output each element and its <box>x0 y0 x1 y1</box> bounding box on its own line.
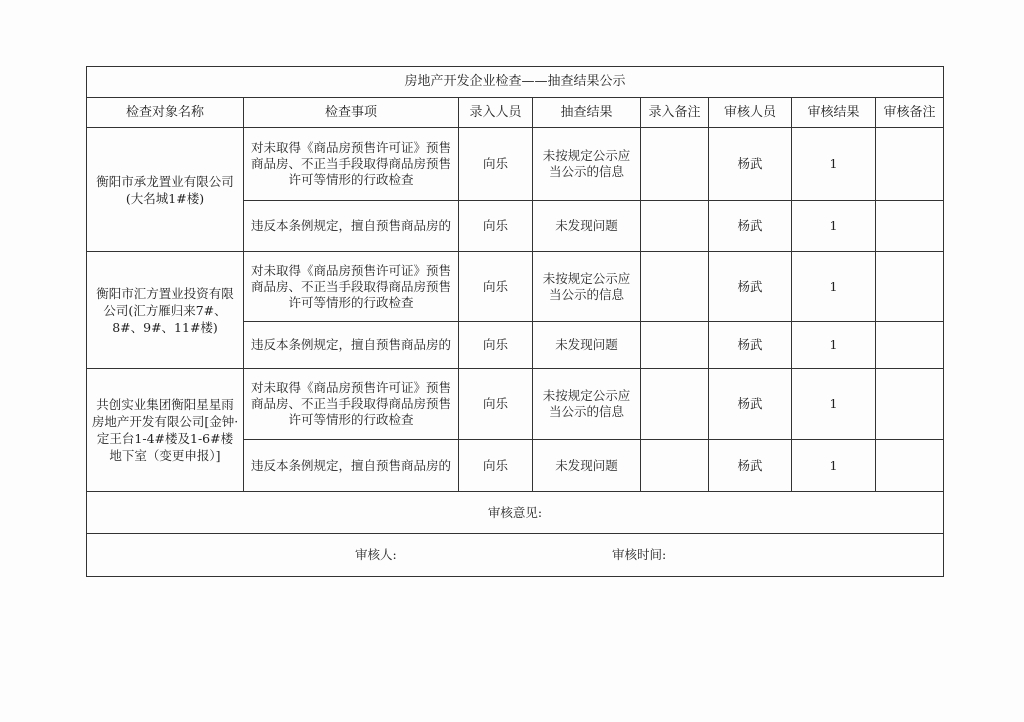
review-note-cell <box>876 322 944 369</box>
result-cell: 未发现问题 <box>533 322 641 369</box>
reviewer-cell: 杨武 <box>709 252 792 322</box>
check-item: 对未取得《商品房预售许可证》预售商品房、不正当手段取得商品房预售许可等情形的行政检查 <box>244 252 459 322</box>
review-note-cell <box>876 369 944 440</box>
recorder-cell: 向乐 <box>459 440 533 492</box>
reviewer-cell: 杨武 <box>709 201 792 252</box>
reviewer-cell: 杨武 <box>709 128 792 201</box>
review-result-cell: 1 <box>792 440 876 492</box>
header-entry-note: 录入备注 <box>641 98 709 128</box>
inspection-result-table <box>86 66 944 577</box>
recorder-cell: 向乐 <box>459 369 533 440</box>
table-row <box>87 369 944 440</box>
review-note-cell <box>876 201 944 252</box>
company-name: 衡阳市承龙置业有限公司(大名城1#楼) <box>87 128 244 252</box>
recorder-cell: 向乐 <box>459 128 533 201</box>
check-item: 违反本条例规定，擅自预售商品房的 <box>244 201 459 252</box>
check-item: 对未取得《商品房预售许可证》预售商品房、不正当手段取得商品房预售许可等情形的行政检查 <box>244 369 459 440</box>
header-reviewer: 审核人员 <box>709 98 792 128</box>
opinion-row <box>87 492 944 534</box>
reviewer-cell: 杨武 <box>709 440 792 492</box>
reviewer-cell: 杨武 <box>709 322 792 369</box>
header-review-note: 审核备注 <box>876 98 944 128</box>
header-recorder: 录入人员 <box>459 98 533 128</box>
result-cell: 未按规定公示应当公示的信息 <box>533 128 641 201</box>
header-item: 检查事项 <box>244 98 459 128</box>
review-result-cell: 1 <box>792 322 876 369</box>
recorder-cell: 向乐 <box>459 201 533 252</box>
header-target: 检查对象名称 <box>87 98 244 128</box>
check-item: 违反本条例规定，擅自预售商品房的 <box>244 440 459 492</box>
table-row <box>87 252 944 322</box>
table-row <box>87 128 944 201</box>
signature-row <box>87 534 944 577</box>
signature-area <box>87 534 943 576</box>
entry-note-cell <box>641 201 709 252</box>
review-result-cell: 1 <box>792 369 876 440</box>
check-item: 违反本条例规定，擅自预售商品房的 <box>244 322 459 369</box>
review-note-cell <box>876 440 944 492</box>
header-review-result: 审核结果 <box>792 98 876 128</box>
review-note-cell <box>876 128 944 201</box>
reviewer-cell: 杨武 <box>709 369 792 440</box>
review-result-cell: 1 <box>792 201 876 252</box>
review-result-cell: 1 <box>792 128 876 201</box>
company-name: 衡阳市汇方置业投资有限公司(汇方雁归来7#、8#、9#、11#楼) <box>87 252 244 369</box>
entry-note-cell <box>641 322 709 369</box>
result-cell: 未发现问题 <box>533 440 641 492</box>
header-result: 抽查结果 <box>533 98 641 128</box>
entry-note-cell <box>641 252 709 322</box>
reviewer-signature-label: 审核人: <box>355 547 397 562</box>
result-cell: 未按规定公示应当公示的信息 <box>533 369 641 440</box>
review-time-label: 审核时间: <box>612 547 667 562</box>
entry-note-cell <box>641 369 709 440</box>
recorder-cell: 向乐 <box>459 252 533 322</box>
entry-note-cell <box>641 440 709 492</box>
result-cell: 未按规定公示应当公示的信息 <box>533 252 641 322</box>
review-result-cell: 1 <box>792 252 876 322</box>
review-note-cell <box>876 252 944 322</box>
result-cell: 未发现问题 <box>533 201 641 252</box>
table-title: 房地产开发企业检查——抽查结果公示 <box>87 67 944 98</box>
entry-note-cell <box>641 128 709 201</box>
review-opinion-label: 审核意见: <box>87 492 944 534</box>
check-item: 对未取得《商品房预售许可证》预售商品房、不正当手段取得商品房预售许可等情形的行政检查 <box>244 128 459 201</box>
company-name: 共创实业集团衡阳星星雨房地产开发有限公司[金钟·定王台1-4#楼及1-6#楼地下室（变更申报）] <box>87 369 244 492</box>
title-row <box>87 67 944 98</box>
header-row <box>87 98 944 128</box>
recorder-cell: 向乐 <box>459 322 533 369</box>
